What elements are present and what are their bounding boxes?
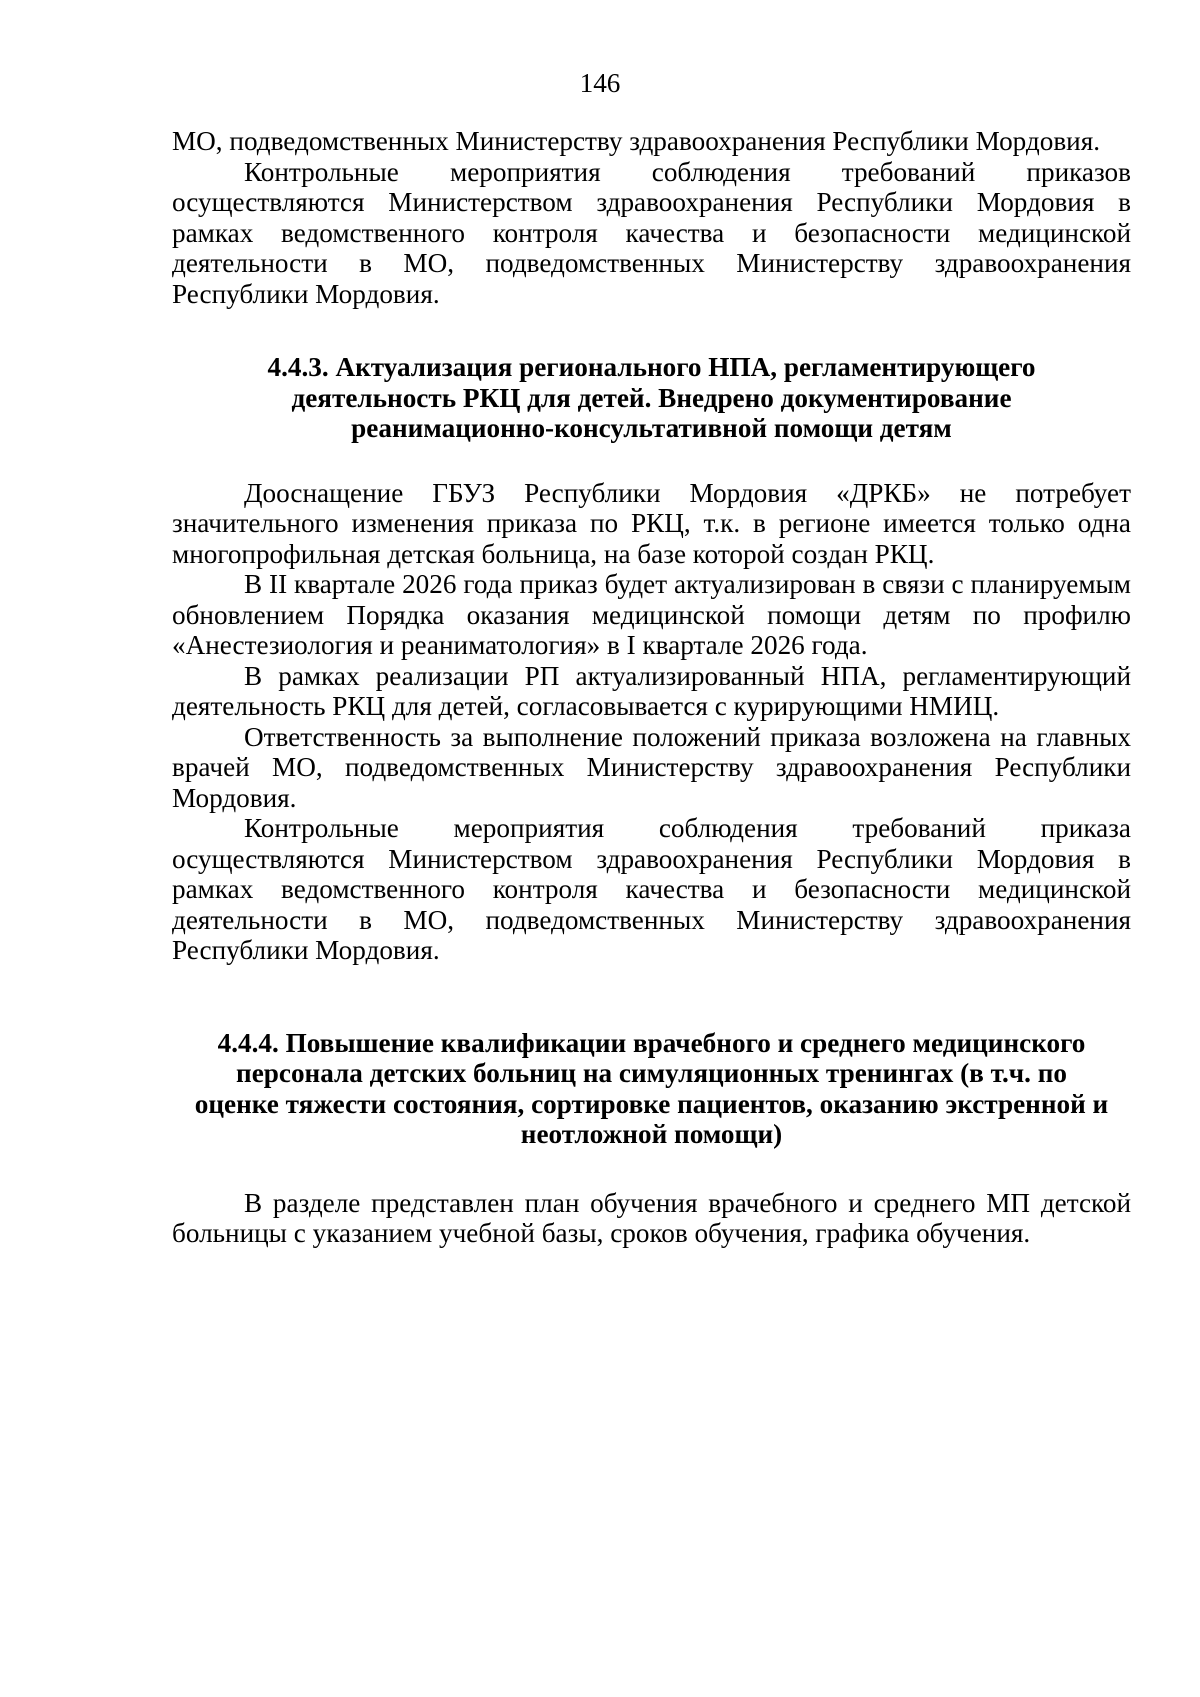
paragraph-equipment: Дооснащение ГБУЗ Республики Мордовия «ДРКБ» не потребует значительного изменения приказа по РКЦ, т.к. в регионе имеется только одна многопрофильная детская больница, на базе которой создан РКЦ. bbox=[172, 477, 1131, 569]
paragraph-control-measures: Контрольные мероприятия соблюдения требований приказов осуществляются Министерством здравоохранения Республики Мордовия в рамках ведомственного контроля качества и безопасности медицинской деятельности в МО, подведомственных Министерству здравоохранения Республики Мордовия. bbox=[172, 156, 1131, 309]
page-number: 146 bbox=[579, 68, 621, 98]
section-heading-4-4-3 bbox=[172, 352, 1131, 444]
heading-line: 4.4.3. Актуализация регионального НПА, регламентирующего bbox=[267, 352, 1036, 382]
heading-line: деятельность РКЦ для детей. Внедрено документирование bbox=[291, 382, 1012, 413]
heading-line: реанимационно-консультативной помощи детям bbox=[351, 413, 952, 443]
heading-line: оценке тяжести состояния, сортировке пациентов, оказанию экстренной и bbox=[194, 1088, 1109, 1119]
heading-line: 4.4.4. Повышение квалификации врачебного и среднего медицинского bbox=[217, 1027, 1086, 1058]
paragraph-continuation: МО, подведомственных Министерству здравоохранения Республики Мордовия. bbox=[172, 126, 1101, 156]
paragraph-responsibility: Ответственность за выполнение положений приказа возложена на главных врачей МО, подведомственных Министерству здравоохранения Республики Мордовия. bbox=[172, 721, 1131, 813]
section-heading-4-4-4 bbox=[172, 1028, 1131, 1150]
paragraph-control-measures-order: Контрольные мероприятия соблюдения требований приказа осуществляются Министерством здравоохранения Республики Мордовия в рамках ведомственного контроля качества и безопасности медицинской деятельности в МО, подведомственных Министерству здравоохранения Республики Мордовия. bbox=[172, 813, 1131, 965]
heading-line: персонала детских больниц на симуляционных тренингах (в т.ч. по bbox=[236, 1058, 1067, 1088]
heading-line: неотложной помощи) bbox=[520, 1119, 783, 1149]
paragraph-rp-implementation: В рамках реализации РП актуализированный НПА, регламентирующий деятельность РКЦ для детей, согласовывается с курирующими НМИЦ. bbox=[172, 660, 1131, 721]
paragraph-order-update: В II квартале 2026 года приказ будет актуализирован в связи с планируемым обновлением Порядка оказания медицинской помощи детям по профилю «Анестезиология и реаниматология» в I квартале 2026 года. bbox=[172, 569, 1131, 660]
page-content bbox=[172, 126, 1131, 1249]
paragraph-training-plan: В разделе представлен план обучения врачебного и среднего МП детской больницы с указанием учебной базы, сроков обучения, графика обучения. bbox=[172, 1187, 1131, 1248]
